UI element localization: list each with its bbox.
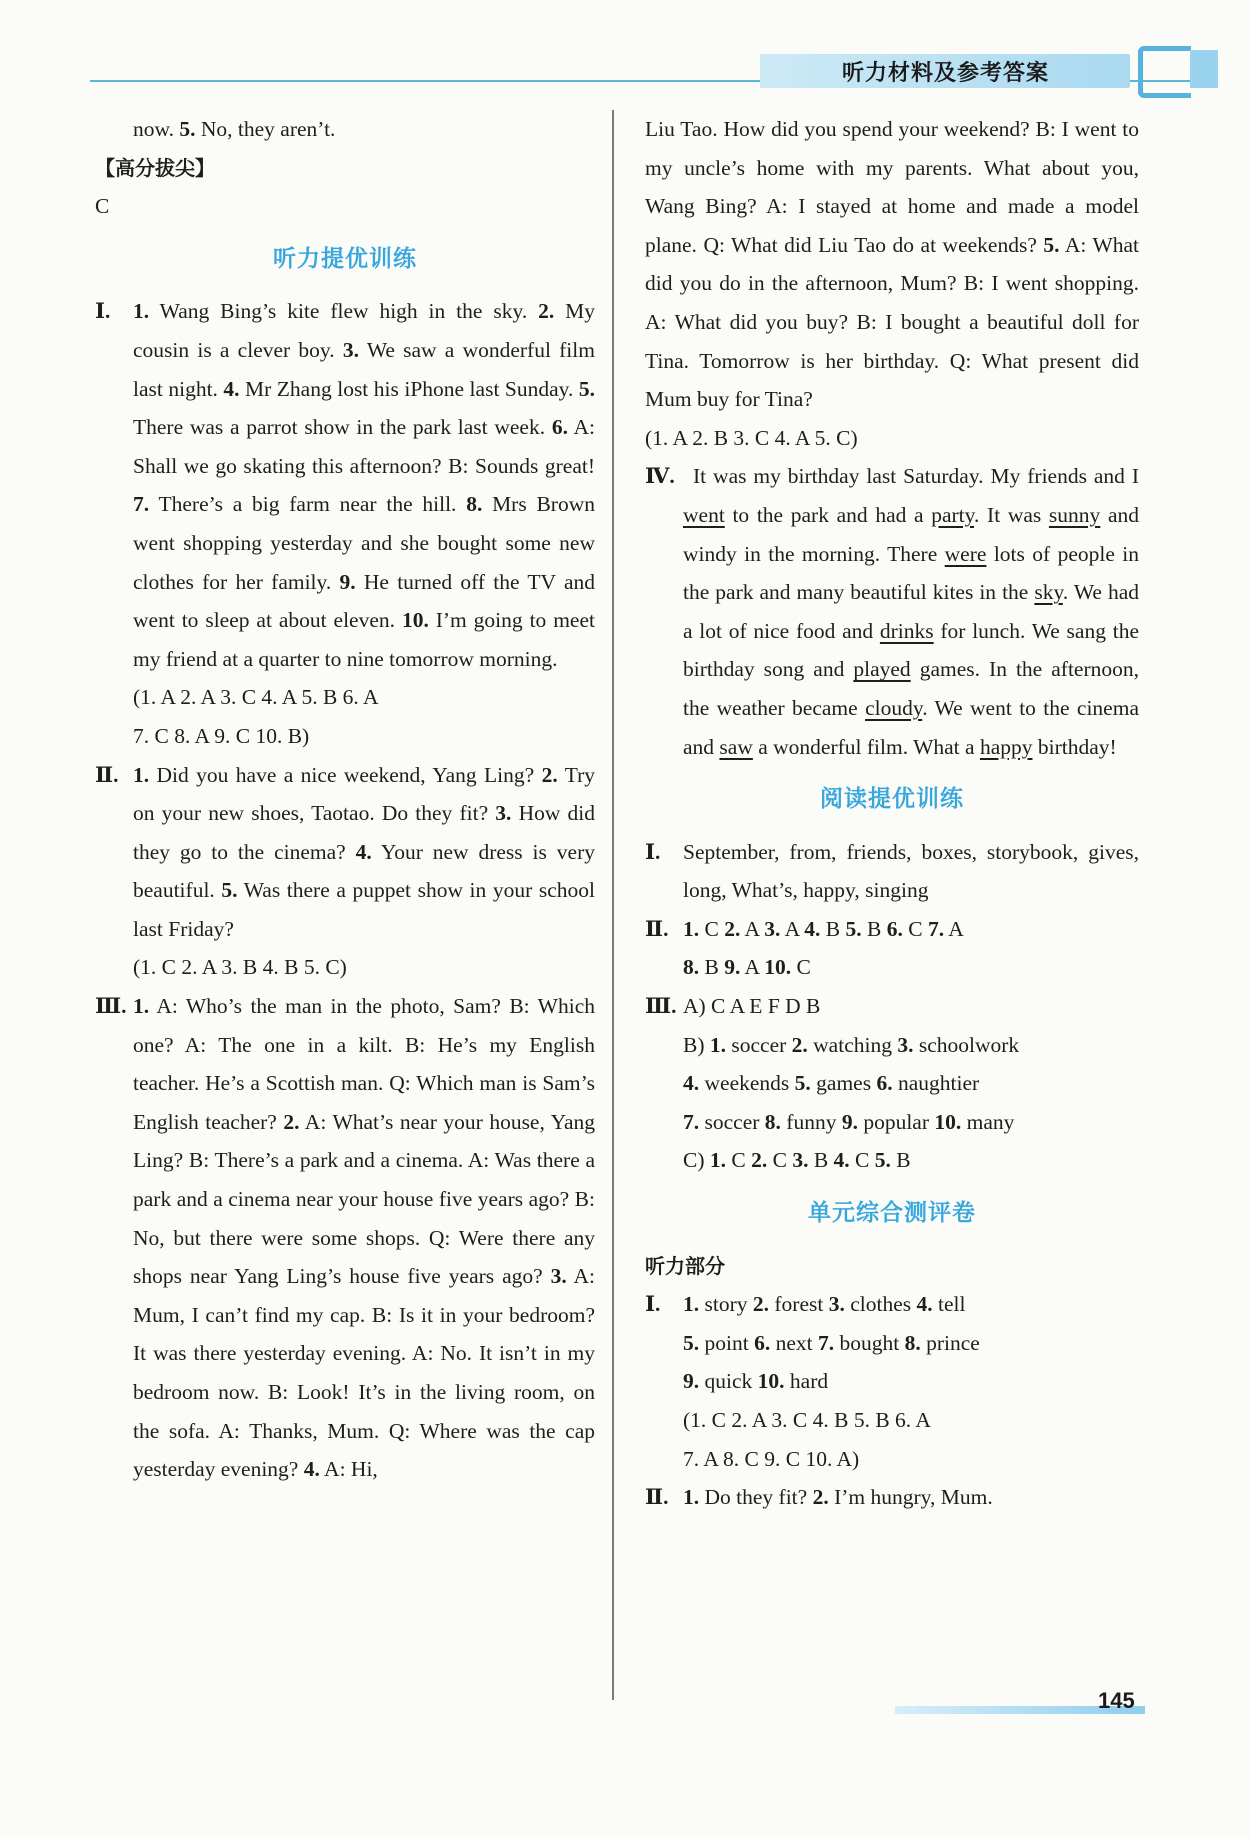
item-number: 6. bbox=[886, 916, 903, 941]
text: next bbox=[770, 1330, 818, 1355]
header-title: 听力材料及参考答案 bbox=[842, 61, 1050, 86]
test-section-2 bbox=[645, 1478, 1139, 1517]
reading-title: 阅读提优训练 bbox=[820, 786, 964, 813]
text: B bbox=[890, 1148, 911, 1173]
item-number: 10. bbox=[757, 1369, 785, 1394]
item-number: 9. bbox=[724, 955, 741, 980]
item-number: 8. bbox=[466, 492, 483, 517]
text: I’m hungry, Mum. bbox=[828, 1485, 993, 1510]
roman-numeral: Ⅰ. bbox=[645, 1292, 661, 1317]
item-number: 2. bbox=[283, 1109, 300, 1134]
text: C bbox=[699, 916, 725, 941]
answers-line: (1. A 2. B 3. C 4. A 5. C) bbox=[645, 425, 858, 450]
item-number: 3. bbox=[792, 1148, 809, 1173]
text: quick bbox=[699, 1369, 758, 1394]
answers-line: 7. A 8. C 9. C 10. A) bbox=[683, 1446, 860, 1471]
item-number: 3. bbox=[764, 916, 781, 941]
text: Wang Bing’s kite flew high in the sky. bbox=[149, 299, 539, 324]
unit-test-title: 单元综合测评卷 bbox=[808, 1200, 976, 1227]
bold-label: 听力部分 bbox=[645, 1253, 725, 1278]
text: weekends bbox=[699, 1071, 795, 1096]
text: forest bbox=[769, 1292, 829, 1317]
text: for lunch. We sang the birthday song and bbox=[683, 618, 1139, 682]
bracket-title: 【高分拔尖】 bbox=[95, 155, 215, 180]
test-section-1-line2 bbox=[645, 1324, 1139, 1363]
text: Did you have a nice weekend, Yang Ling? bbox=[149, 762, 542, 787]
item-number: 1. bbox=[133, 994, 150, 1019]
reading-section-1 bbox=[645, 833, 1139, 910]
item-number: 2. bbox=[751, 1148, 768, 1173]
text: I’m going to meet my friend at a quarter to nine tomorrow morning. bbox=[133, 608, 595, 671]
text: . We had a lot of nice food and bbox=[683, 580, 1139, 643]
text: popular bbox=[857, 1109, 935, 1134]
listening-section-1 bbox=[95, 292, 595, 678]
item-number: 7. bbox=[927, 916, 945, 941]
text: games. In the afternoon, the weather became bbox=[683, 657, 1139, 720]
text: C bbox=[902, 916, 928, 941]
answer-c: C bbox=[95, 194, 110, 219]
item-number: 3. bbox=[550, 1264, 567, 1289]
item-number: 4. bbox=[833, 1148, 850, 1173]
item-number: 8. bbox=[764, 1109, 781, 1134]
reading-section-2-line2 bbox=[645, 948, 1139, 987]
reading-section-3 bbox=[645, 987, 1139, 1026]
text: hard bbox=[784, 1369, 829, 1394]
item-number: 6. bbox=[754, 1330, 771, 1355]
text: B bbox=[861, 916, 887, 941]
item-number: 4. bbox=[303, 1457, 320, 1482]
text: C bbox=[726, 1148, 752, 1173]
text: A: Hi, bbox=[319, 1457, 378, 1482]
continued-line bbox=[95, 110, 595, 149]
listening-section-3 bbox=[95, 987, 595, 1489]
item-number: 5. bbox=[578, 376, 595, 401]
roman-numeral: Ⅱ. bbox=[95, 762, 119, 787]
item-number: 3. bbox=[897, 1032, 914, 1057]
item-number: 1. bbox=[683, 1292, 700, 1317]
text: Mrs Brown went shopping yesterday and she bought some new clothes for her family. bbox=[133, 492, 595, 594]
text: No, they aren’t. bbox=[195, 117, 336, 141]
roman-numeral: Ⅲ. bbox=[645, 994, 677, 1019]
text: tell bbox=[932, 1292, 966, 1317]
item-number: 1. bbox=[709, 1148, 726, 1173]
test-section-1 bbox=[645, 1285, 1139, 1324]
left-column bbox=[95, 110, 595, 1489]
text: soccer bbox=[699, 1109, 765, 1134]
text: Your new dress is very beautiful. bbox=[133, 839, 595, 903]
item-number: 9. bbox=[339, 569, 356, 594]
answers-line: (1. C 2. A 3. C 4. B 5. B 6. A bbox=[683, 1408, 931, 1432]
text: birthday! bbox=[1032, 734, 1117, 759]
header-bracket-icon bbox=[1138, 46, 1191, 98]
blank-answer: were bbox=[944, 541, 987, 566]
answers-line: 7. C 8. A 9. C 10. B) bbox=[133, 723, 310, 748]
text: Try on your new shoes, Taotao. Do they fit? bbox=[133, 762, 595, 826]
text: He turned off the TV and went to sleep at about eleven. bbox=[133, 569, 595, 633]
text: A: Who’s the man in the photo, Sam? B: Which one? A: The one in a kilt. B: He’s my English teacher. He’s a Scottish man. Q: Which man is Sam’s English teacher? bbox=[133, 994, 595, 1134]
text: C bbox=[791, 955, 811, 980]
item-number: 5. bbox=[874, 1148, 891, 1173]
item-number: 4. bbox=[804, 916, 821, 941]
reading-section-3-b3 bbox=[645, 1103, 1139, 1142]
item-number: 4. bbox=[355, 839, 372, 864]
blank-answer: sky bbox=[1034, 580, 1063, 605]
text: bought bbox=[834, 1330, 905, 1355]
reading-section-3-b1 bbox=[645, 1026, 1139, 1065]
item-number: 10. bbox=[764, 955, 792, 980]
text: Was there a puppet show in your school last Friday? bbox=[133, 878, 596, 941]
answers-line: (1. A 2. A 3. C 4. A 5. B 6. A bbox=[133, 685, 379, 710]
text: C bbox=[849, 1148, 875, 1173]
item-number: 1. bbox=[133, 299, 150, 324]
roman-numeral: Ⅰ. bbox=[95, 299, 111, 324]
roman-numeral: Ⅰ. bbox=[645, 839, 661, 864]
text: now. bbox=[133, 117, 180, 141]
text: A bbox=[780, 916, 805, 941]
text: A: Shall we go skating this afternoon? B: Sounds great! bbox=[133, 415, 595, 478]
text: lots of people in the park and many beautiful kites in the bbox=[683, 541, 1139, 605]
text: Liu Tao. How did you spend your weekend? B: I went to my uncle’s home with my parents. What about you, Wang Bing? A: I stayed at home and made a model plane. Q: What did Liu Tao do at weekends? bbox=[645, 117, 1139, 257]
text: B) bbox=[683, 1032, 710, 1057]
item-number: 6. bbox=[876, 1071, 893, 1096]
item-number: 5. bbox=[1043, 232, 1060, 257]
text: A bbox=[740, 955, 765, 980]
item-number: 8. bbox=[683, 955, 700, 980]
text: clothes bbox=[844, 1292, 917, 1317]
item-number: 1. bbox=[133, 762, 150, 787]
text: A: Mum, I can’t find my cap. B: Is it in your bedroom? It was there yesterday evening. A: No. It isn’t in my bedroom now. B: Look! It’s in the living room, on the sofa. A: Thanks, Mum. Q: Where was the cap yesterday evening? bbox=[133, 1264, 595, 1482]
item-number: 7. bbox=[683, 1109, 700, 1134]
blank-answer: sunny bbox=[1048, 502, 1101, 527]
text: watching bbox=[807, 1032, 898, 1057]
item-number: 7. bbox=[817, 1330, 835, 1355]
blank-answer: went bbox=[683, 502, 725, 527]
item-number: 5. bbox=[179, 117, 196, 141]
text: C) bbox=[683, 1148, 710, 1173]
blank-answer: played bbox=[853, 657, 911, 682]
listening-section-2 bbox=[95, 756, 595, 949]
item-number: 10. bbox=[401, 608, 429, 633]
item-number: 2. bbox=[724, 916, 741, 941]
item-number: 5. bbox=[845, 916, 862, 941]
text: We saw a wonderful film last night. bbox=[133, 337, 595, 401]
roman-numeral: Ⅱ. bbox=[645, 916, 669, 941]
text: A) C A E F D B bbox=[683, 994, 821, 1019]
text: How did they go to the cinema? bbox=[133, 801, 596, 864]
answers-line: (1. C 2. A 3. B 4. B 5. C) bbox=[133, 955, 347, 980]
item-number: 3. bbox=[828, 1292, 845, 1317]
text: schoolwork bbox=[913, 1032, 1020, 1057]
text: B bbox=[699, 955, 725, 980]
reading-section-3-b2 bbox=[645, 1064, 1139, 1103]
blank-answer: party bbox=[931, 502, 974, 527]
item-number: 9. bbox=[841, 1109, 858, 1134]
blank-answer: drinks bbox=[879, 618, 934, 643]
listening-section-3-cont bbox=[645, 110, 1139, 419]
item-number: 4. bbox=[683, 1071, 700, 1096]
text: Mr Zhang lost his iPhone last Sunday. bbox=[239, 376, 579, 401]
column-divider bbox=[612, 110, 614, 1700]
text: funny bbox=[780, 1109, 842, 1134]
section-bracket-title bbox=[95, 149, 595, 188]
text: . It was bbox=[974, 502, 1049, 527]
text: There was a parrot show in the park last week. bbox=[133, 415, 552, 440]
item-number: 2. bbox=[791, 1032, 808, 1057]
text: It was my birthday last Saturday. My friends and I bbox=[693, 464, 1139, 489]
text: games bbox=[810, 1071, 877, 1096]
text: Do they fit? bbox=[699, 1485, 813, 1510]
item-number: 10. bbox=[934, 1109, 962, 1134]
item-number: 3. bbox=[342, 337, 359, 362]
item-number: 2. bbox=[812, 1485, 829, 1510]
right-column bbox=[645, 110, 1139, 1517]
item-number: 5. bbox=[683, 1330, 700, 1355]
text: many bbox=[961, 1109, 1015, 1134]
roman-numeral: Ⅲ. bbox=[95, 994, 127, 1019]
listening-section-4 bbox=[645, 457, 1139, 766]
text: a wonderful film. What a bbox=[752, 734, 980, 759]
blank-answer: saw bbox=[719, 734, 753, 759]
text: There’s a big farm near the hill. bbox=[149, 492, 467, 517]
text: to the park and had a bbox=[724, 502, 932, 527]
text: soccer bbox=[726, 1032, 792, 1057]
roman-numeral: Ⅱ. bbox=[645, 1485, 669, 1510]
item-number: 3. bbox=[495, 801, 512, 826]
item-number: 5. bbox=[794, 1071, 811, 1096]
text: and windy in the morning. There bbox=[683, 502, 1139, 566]
reading-section-2 bbox=[645, 910, 1139, 949]
item-number: 2. bbox=[752, 1292, 769, 1317]
item-number: 8. bbox=[904, 1330, 921, 1355]
roman-numeral: Ⅳ. bbox=[645, 464, 675, 489]
text: September, from, friends, boxes, storybook, gives, long, What’s, happy, singing bbox=[683, 839, 1139, 903]
item-number: 2. bbox=[541, 762, 558, 787]
text: B bbox=[808, 1148, 834, 1173]
item-number: 1. bbox=[683, 1485, 700, 1510]
item-number: 5. bbox=[221, 878, 238, 903]
text: C bbox=[767, 1148, 793, 1173]
reading-section-3-c bbox=[645, 1141, 1139, 1180]
text: . We went to the cinema and bbox=[683, 695, 1139, 759]
text: A bbox=[944, 916, 964, 941]
listening-part-label bbox=[645, 1247, 1139, 1286]
text: prince bbox=[920, 1330, 980, 1355]
item-number: 1. bbox=[683, 916, 700, 941]
text: point bbox=[699, 1330, 755, 1355]
text: A bbox=[740, 916, 765, 941]
item-number: 4. bbox=[916, 1292, 933, 1317]
text: story bbox=[699, 1292, 753, 1317]
item-number: 9. bbox=[683, 1369, 700, 1394]
item-number: 7. bbox=[133, 492, 150, 517]
item-number: 1. bbox=[709, 1032, 726, 1057]
test-section-1-line3 bbox=[645, 1362, 1139, 1401]
item-number: 2. bbox=[538, 299, 555, 324]
text: A: What did you do in the afternoon, Mum? B: I went shopping. A: What did you buy? B: I bought a beautiful doll for Tina. Tomorrow is her birthday. Q: What present did Mum buy for Tina? bbox=[645, 232, 1139, 412]
text: B bbox=[820, 916, 846, 941]
listening-title: 听力提优训练 bbox=[273, 245, 417, 272]
text: My cousin is a clever boy. bbox=[133, 299, 595, 362]
blank-answer: happy bbox=[979, 734, 1033, 759]
page-number: 145 bbox=[1098, 1688, 1135, 1713]
blank-answer: cloudy bbox=[865, 695, 923, 720]
header-block-icon bbox=[1190, 50, 1218, 88]
text: A: What’s near your house, Yang Ling? B: There’s a park and a cinema. A: Was there a park and a cinema near your house five years ago? B: No, but there were some shops. Q: Were there any shops near Yang Ling’s house five years ago? bbox=[133, 1109, 595, 1289]
item-number: 4. bbox=[223, 376, 240, 401]
text: naughtier bbox=[892, 1071, 980, 1096]
item-number: 6. bbox=[551, 415, 568, 440]
